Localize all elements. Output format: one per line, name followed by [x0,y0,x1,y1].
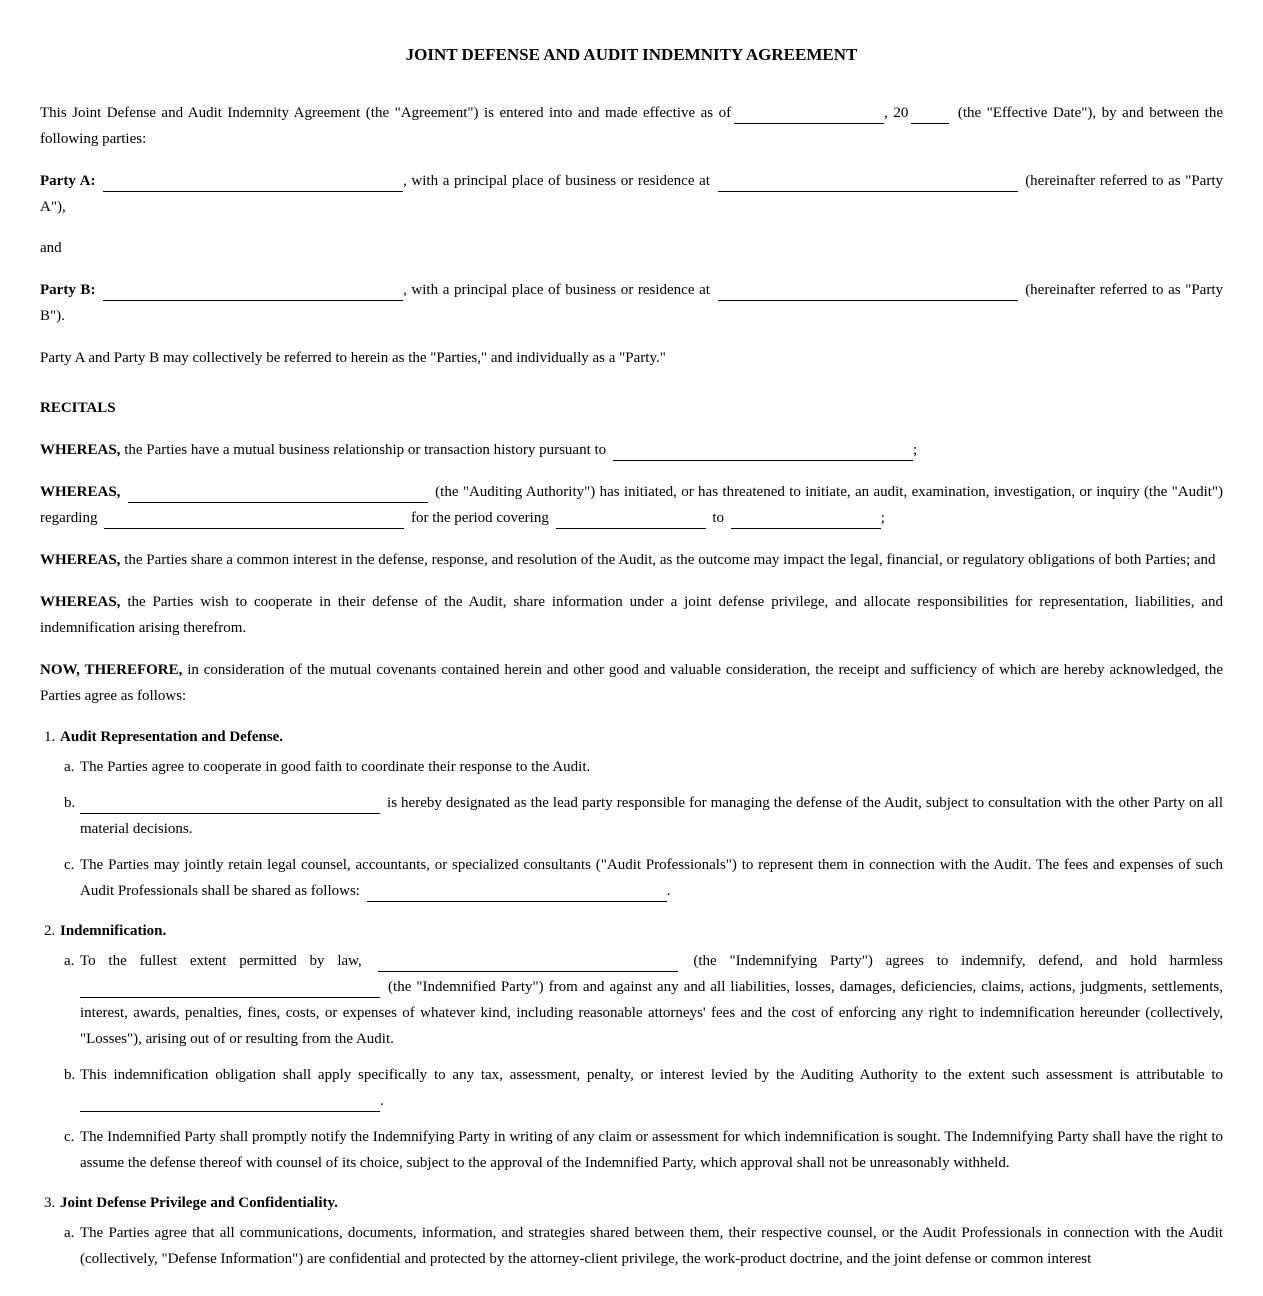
section-1c: c. The Parties may jointly retain legal counsel, accountants, or specialized consultants ("Audit Professionals") to represent them in connection with the Audit. The fees and expenses of such Audit Professionals shall be shared as follows: . [40,852,1223,904]
section-2a: a. To the fullest extent permitted by law, (the "Indemnifying Party") agrees to indemnify, defend, and hold harmless (the "Indemnified Party") from and against any and all liabilities, losses, damages, deficiencies, claims, actions, judgments, settlements, interest, awards, penalties, fines, costs, or expenses of whatever kind, including reasonable attorneys' fees and the cost of enforcing any right to indemnification hereunder (collectively, "Losses"), arising out of or resulting from the Audit. [64,953,1223,1047]
whereas-2: WHEREAS, (the "Auditing Authority") has initiated, or has threatened to initiate, an audit, examination, investigation, or inquiry (the "Audit") regarding for the period covering to ; [40,479,1223,531]
fee-sharing-blank[interactable] [367,883,667,902]
whereas-4: WHEREAS, the Parties wish to cooperate in their defense of the Audit, share information under a joint defense privilege, and allocate responsibilities for representation, liabilities, and indemnification arising therefrom. [40,594,1223,636]
audit-subject-blank[interactable] [104,510,404,529]
section-2-heading: 2. Indemnification. [44,923,167,939]
indemnified-party-blank[interactable] [80,979,380,998]
section-3-heading: 3. Joint Defense Privilege and Confidentiality. [44,1195,338,1211]
recitals-heading: RECITALS [40,400,116,416]
section-2c: c. The Indemnified Party shall promptly notify the Indemnifying Party in writing of any claim or assessment for which indemnification is sought. The Indemnifying Party shall have the right to assume the defense thereof with counsel of its choice, subject to the approval of the Indemnified Party, which approval shall not be unreasonably withheld. [64,1129,1223,1171]
section-1b: b. is hereby designated as the lead party responsible for managing the defense of the Audit, subject to consultation with the other Party on all material decisions. [64,795,1223,837]
party-a-paragraph: Party A: , with a principal place of business or residence at (hereinafter referred to as "Party A"), [40,173,1224,215]
lead-party-blank[interactable] [80,795,380,814]
intro-paragraph: This Joint Defense and Audit Indemnity Agreement (the "Agreement") is entered into and made effective as of , 20 (the "Effective Date"), by and between the following parties: [40,105,1223,147]
period-start-blank[interactable] [556,510,706,529]
section-1-heading: 1. Audit Representation and Defense. [44,729,284,745]
party-b-address-blank[interactable] [718,282,1018,301]
relationship-blank[interactable] [613,442,913,461]
section-2b: b. This indemnification obligation shall apply specifically to any tax, assessment, penalty, or interest levied by the Auditing Authority to the extent such assessment is attributable to . [40,1062,1223,1114]
effective-year-blank[interactable] [911,105,949,124]
party-b-paragraph: Party B: , with a principal place of business or residence at (hereinafter referred to as "Party B"). [40,282,1224,324]
section-1a: a. The Parties agree to cooperate in good faith to coordinate their response to the Audit. [64,759,591,775]
section-3a: a. The Parties agree that all communications, documents, information, and strategies shared between them, their respective counsel, or the Audit Professionals in connection with the Audit (collectively, "Defense Information") are confidential and protected by the attorney-client privilege, the work-product doctrine, and the joint defense or common interest [64,1225,1223,1267]
and-text: and [40,240,62,256]
collective-paragraph: Party A and Party B may collectively be referred to herein as the "Parties," and individually as a "Party." [40,350,666,366]
party-b-name-blank[interactable] [103,282,403,301]
auditing-authority-blank[interactable] [128,484,428,503]
party-a-name-blank[interactable] [103,173,403,192]
whereas-3: WHEREAS, the Parties share a common interest in the defense, response, and resolution of the Audit, as the outcome may impact the legal, financial, or regulatory obligations of both Parties; and [40,552,1216,568]
party-a-address-blank[interactable] [718,173,1018,192]
effective-date-blank[interactable] [734,105,884,124]
attributable-blank[interactable] [80,1093,380,1112]
whereas-1: WHEREAS, the Parties have a mutual business relationship or transaction history pursuant to ; [40,437,1223,463]
document-title: JOINT DEFENSE AND AUDIT INDEMNITY AGREEMENT [405,45,858,64]
now-therefore: NOW, THEREFORE, in consideration of the mutual covenants contained herein and other good and valuable consideration, the receipt and sufficiency of which are hereby acknowledged, the Parties agree as follows: [40,662,1223,704]
period-end-blank[interactable] [731,510,881,529]
indemnifying-party-blank[interactable] [378,953,678,972]
document-page [40,0,1223,1272]
